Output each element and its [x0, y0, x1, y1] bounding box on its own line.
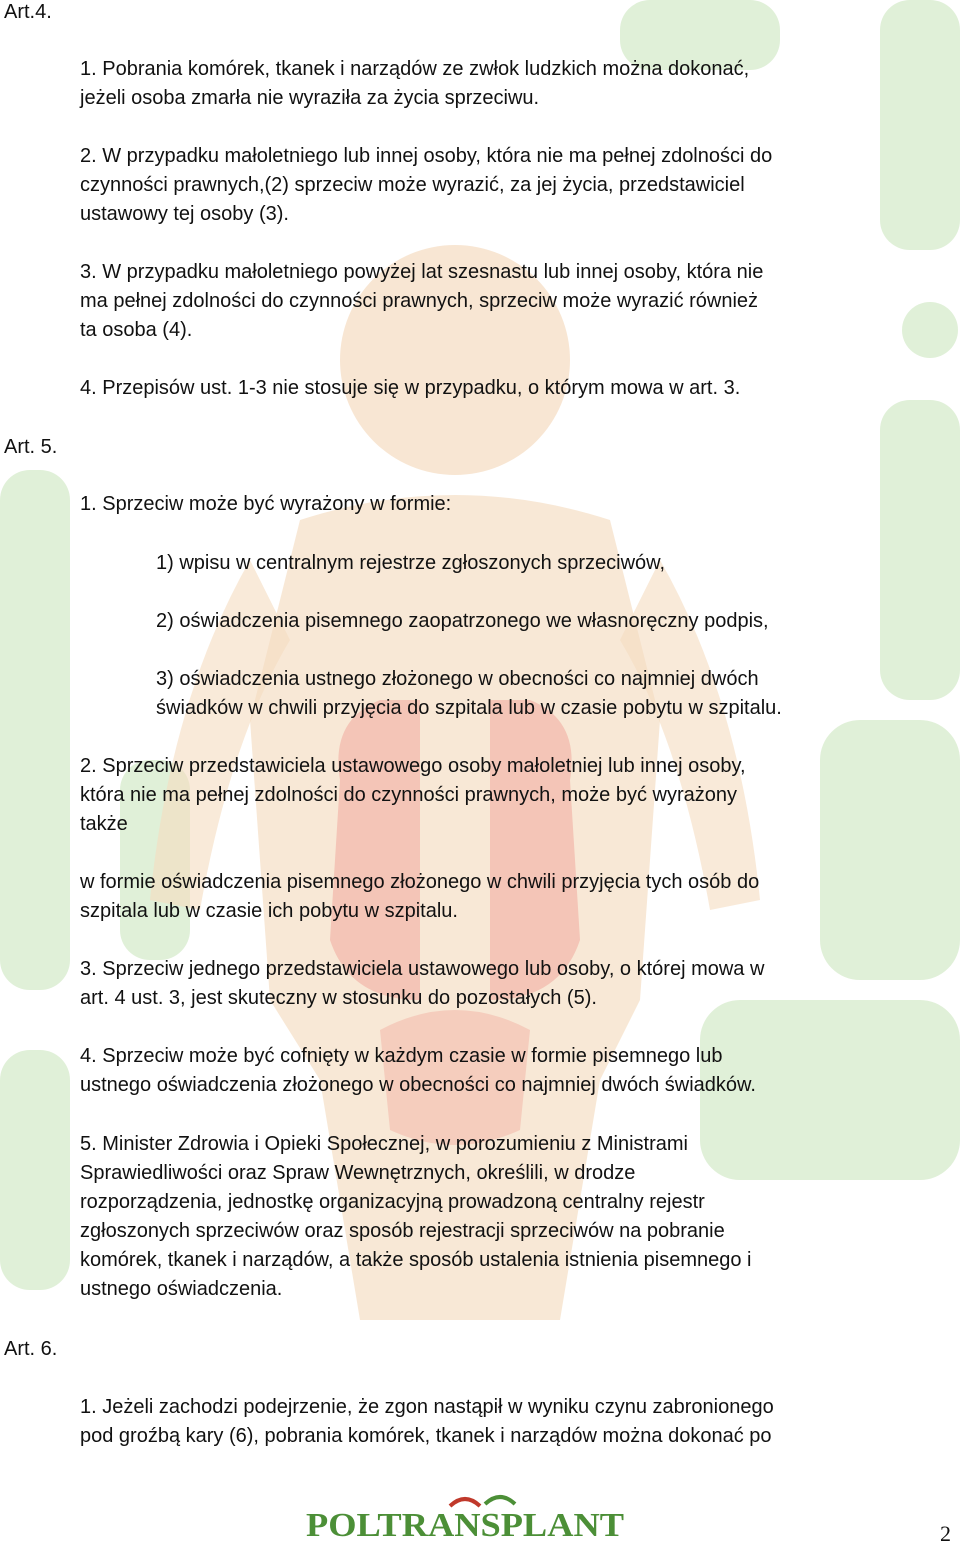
art5-paragraph-5-line-1: 5. Minister Zdrowia i Opieki Społecznej, w porozumieniu z Ministrami — [80, 1133, 688, 1155]
art5-paragraph-5-line-6: ustnego oświadczenia. — [80, 1278, 283, 1300]
art4-paragraph-3-line-3: ta osoba (4). — [80, 319, 193, 341]
art4-paragraph-1-line-1: 1. Pobrania komórek, tkanek i narządów ze zwłok ludzkich można dokonać, — [80, 58, 750, 80]
art5-paragraph-5-line-2: Sprawiedliwości oraz Spraw Wewnętrznych, określili, w drodze — [80, 1162, 636, 1184]
page-number: 2 — [940, 1521, 951, 1546]
art5-paragraph-2-line-3: także — [80, 813, 128, 835]
art5-item-3-line-1: 3) oświadczenia ustnego złożonego w obecności co najmniej dwóch — [156, 668, 759, 690]
art4-paragraph-2-line-1: 2. W przypadku małoletniego lub innej osoby, która nie ma pełnej zdolności do — [80, 145, 773, 167]
art5-paragraph-3-line-2: art. 4 ust. 3, jest skuteczny w stosunku do pozostałych (5). — [80, 987, 597, 1009]
art5-paragraph-1-line-1: 1. Sprzeciw może być wyrażony w formie: — [80, 493, 452, 515]
art5-paragraph-2-line-2: która nie ma pełnej zdolności do czynności prawnych, może być wyrażony — [80, 784, 737, 806]
art5-paragraph-5-line-5: komórek, tkanek i narządów, a także sposób ustalenia istnienia pisemnego i — [80, 1249, 752, 1271]
art4-paragraph-3-line-2: ma pełnej zdolności do czynności prawnych, sprzeciw może wyrazić również — [80, 290, 759, 312]
logo-arcs — [450, 1497, 515, 1506]
art5-paragraph-3-line-1: 3. Sprzeciw jednego przedstawiciela ustawowego lub osoby, o której mowa w — [80, 958, 765, 980]
art6-paragraph-1-line-2: pod groźbą kary (6), pobrania komórek, tkanek i narządów można dokonać po — [80, 1425, 772, 1447]
art4-paragraph-3-line-1: 3. W przypadku małoletniego powyżej lat szesnastu lub innej osoby, która nie — [80, 261, 764, 283]
art4-paragraph-1-line-2: jeżeli osoba zmarła nie wyraziła za życia sprzeciwu. — [80, 87, 540, 109]
art5-paragraph-5-line-4: zgłoszonych sprzeciwów oraz sposób rejestracji sprzeciwów na pobranie — [80, 1220, 725, 1242]
art5-item-3-line-2: świadków w chwili przyjęcia do szpitala lub w czasie pobytu w szpitalu. — [156, 697, 782, 719]
logo-wordmark: POLTRANSPLANT — [306, 1507, 625, 1542]
art4-paragraph-2-line-3: ustawowy tej osoby (3). — [80, 203, 289, 225]
art5-paragraph-2b-line-1: w formie oświadczenia pisemnego złożonego w chwili przyjęcia tych osób do — [80, 871, 760, 893]
article-4-label: Art.4. — [4, 1, 52, 23]
art5-paragraph-2b-line-2: szpitala lub w czasie ich pobytu w szpitalu. — [80, 900, 458, 922]
art4-paragraph-2-line-2: czynności prawnych,(2) sprzeciw może wyrazić, za jej życia, przedstawiciel — [80, 174, 745, 196]
art5-paragraph-5-line-3: rozporządzenia, jednostkę organizacyjną prowadzoną centralny rejestr — [80, 1191, 705, 1213]
art5-item-2-line-1: 2) oświadczenia pisemnego zaopatrzonego we własnoręczny podpis, — [156, 610, 769, 632]
art5-paragraph-4-line-2: ustnego oświadczenia złożonego w obecności co najmniej dwóch świadków. — [80, 1074, 756, 1096]
art4-paragraph-4-line-1: 4. Przepisów ust. 1-3 nie stosuje się w przypadku, o którym mowa w art. 3. — [80, 377, 741, 399]
art5-paragraph-4-line-1: 4. Sprzeciw może być cofnięty w każdym czasie w formie pisemnego lub — [80, 1045, 723, 1067]
art5-item-1-line-1: 1) wpisu w centralnym rejestrze zgłoszonych sprzeciwów, — [156, 552, 666, 574]
article-5-label: Art. 5. — [4, 436, 58, 458]
poltransplant-logo — [300, 1492, 630, 1542]
art6-paragraph-1-line-1: 1. Jeżeli zachodzi podejrzenie, że zgon nastąpił w wyniku czynu zabronionego — [80, 1396, 774, 1418]
article-6-label: Art. 6. — [4, 1338, 58, 1360]
art5-paragraph-2-line-1: 2. Sprzeciw przedstawiciela ustawowego osoby małoletniej lub innej osoby, — [80, 755, 746, 777]
